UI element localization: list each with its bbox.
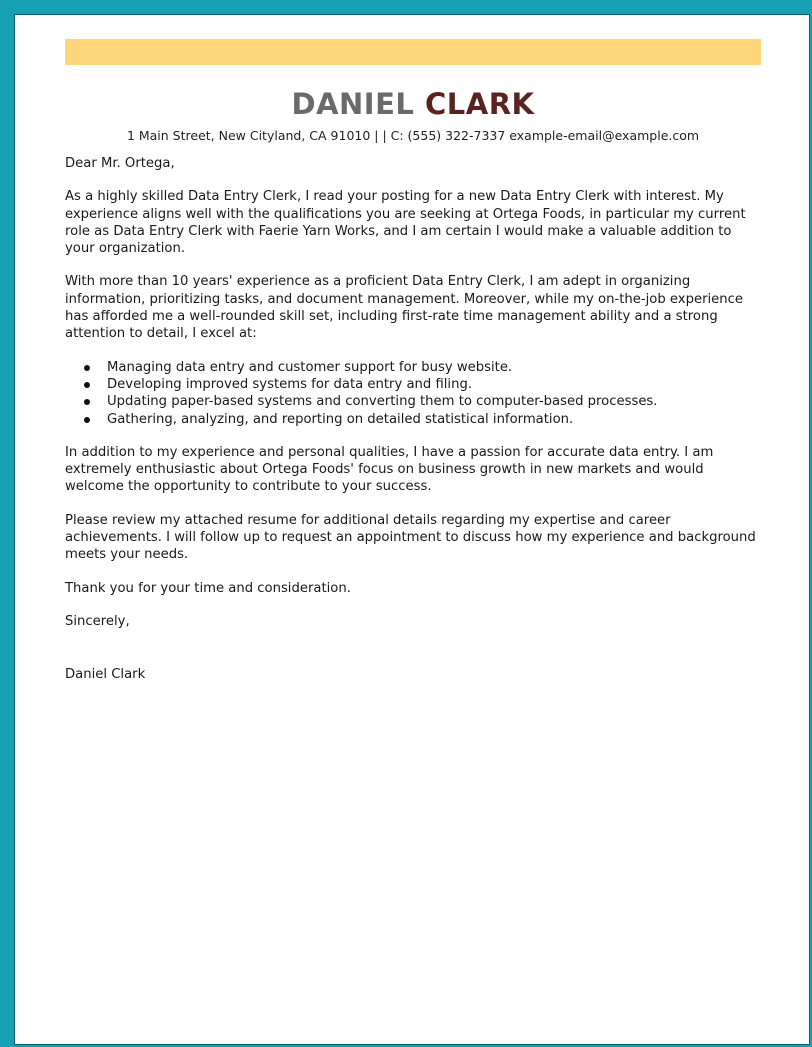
- list-item-text: Gathering, analyzing, and reporting on detailed statistical information.: [107, 411, 574, 427]
- paragraph-intro: As a highly skilled Data Entry Clerk, I read your posting for a new Data Entry Clerk with interest. My experience aligns well with the qualifications you are seeking at Ortega Foods, in particular my current role as Data Entry Clerk with Faerie Yarn Works, and I am certain I would make a valuable addition to your organization.: [65, 189, 746, 257]
- closing-line: Thank you for your time and consideration.: [65, 580, 351, 596]
- paragraph-passion: In addition to my experience and personal qualities, I have a passion for accurate data entry. I am extremely enthusiastic about Ortega Foods' focus on business growth in new markets and would welcome the opportunity to contribute to your success.: [65, 444, 714, 495]
- applicant-name: [15, 87, 811, 121]
- paragraph-followup: Please review my attached resume for additional details regarding my expertise and career achievements. I will follow up to request an appointment to discuss how my experience and background meets your needs.: [65, 512, 756, 563]
- bullet-icon: [84, 399, 90, 405]
- list-item-text: Updating paper-based systems and converting them to computer-based processes.: [107, 394, 658, 410]
- bullet-icon: [84, 382, 90, 388]
- list-item: [65, 393, 765, 410]
- bullet-icon: [84, 365, 90, 371]
- signature-name: Daniel Clark: [65, 667, 146, 683]
- list-item: [65, 359, 765, 376]
- paragraph-experience: With more than 10 years' experience as a proficient Data Entry Clerk, I am adept in organizing information, prioritizing tasks, and document management. Moreover, while my on-the-job experience has afforded me a well-rounded skill set, including first-rate time management ability and a strong attention to detail, I excel at:: [65, 274, 743, 342]
- signoff: Sincerely,: [65, 613, 130, 629]
- contact-line: 1 Main Street, New Cityland, CA 91010 | | C: (555) 322-7337 example-email@example.com: [126, 128, 700, 143]
- letter-body: [65, 155, 765, 700]
- list-item: [65, 411, 765, 428]
- list-item-text: Managing data entry and customer support for busy website.: [107, 359, 513, 375]
- first-name: DANIEL: [291, 87, 415, 121]
- salutation: Dear Mr. Ortega,: [65, 156, 175, 171]
- list-item-text: Developing improved systems for data entry and filing.: [107, 376, 473, 392]
- letter-page: [14, 14, 810, 1045]
- last-name: CLARK: [424, 87, 535, 121]
- list-item: [65, 376, 765, 393]
- skills-list: [65, 359, 765, 428]
- bullet-icon: [84, 417, 90, 423]
- header-accent-bar: [65, 39, 761, 65]
